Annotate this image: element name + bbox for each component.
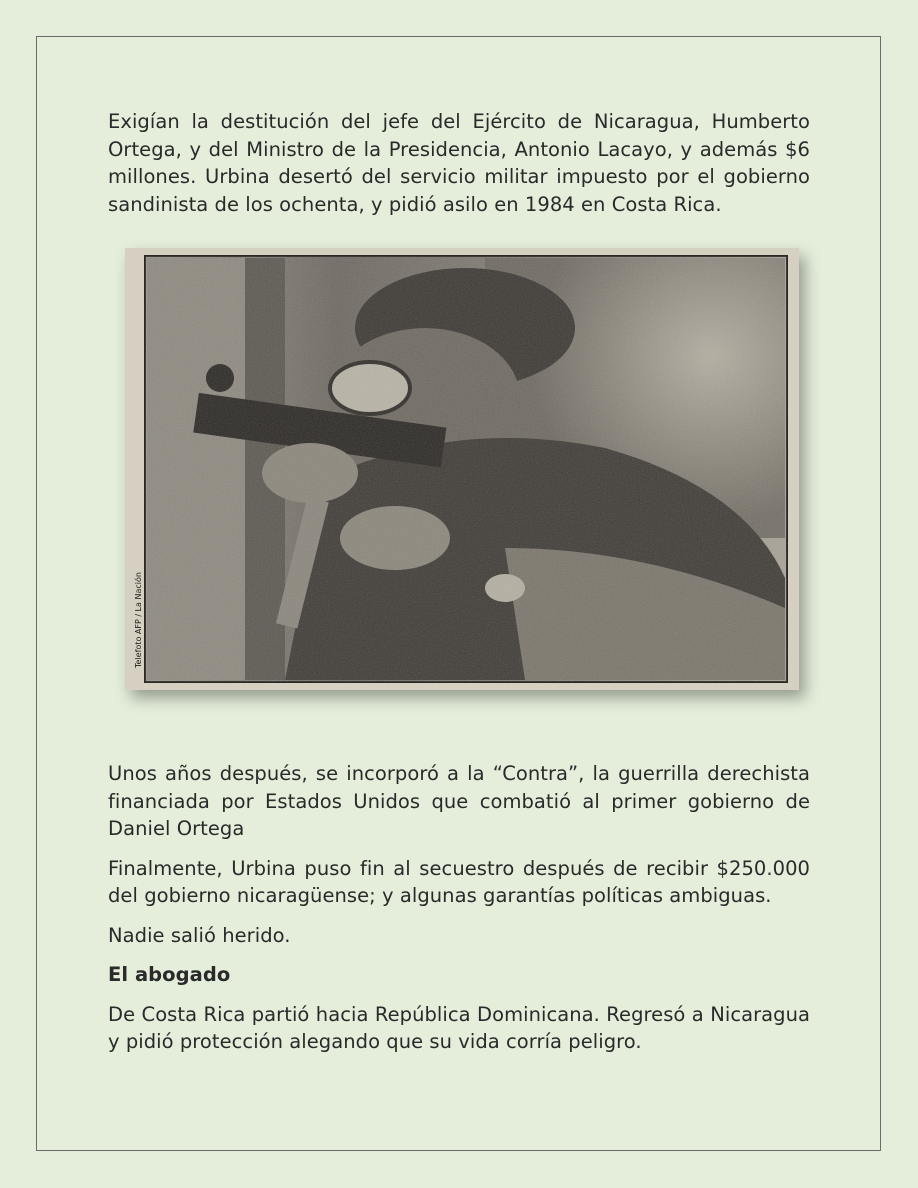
paragraph-no-injuries: Nadie salió herido. (108, 923, 291, 947)
paragraph-lawyer: De Costa Rica partió hacia República Dominicana. Regresó a Nicaragua y pidió protección alegando que su vida corría peligro. (108, 1002, 810, 1053)
document-body (108, 108, 810, 1056)
paragraph-ransom: Finalmente, Urbina puso fin al secuestro después de recibir $250.000 del gobierno nicaragüense; y algunas garantías políticas ambiguas. (108, 856, 810, 907)
paragraph-contra: Unos años después, se incorporó a la “Contra”, la guerrilla derechista financiada por Estados Unidos que combatió al primer gobierno de Daniel Ortega (108, 762, 810, 840)
section-heading: El abogado (108, 963, 231, 986)
photo-image (125, 248, 799, 690)
photo-credit: Telefoto AFP / La Nación (134, 572, 143, 668)
paragraph-demands: Exigían la destitución del jefe del Ejército de Nicaragua, Humberto Ortega, y del Ministro de la Presidencia, Antonio Lacayo, y además $6 millones. Urbina desertó del servicio militar impuesto por el gobierno sandinista de los ochenta, y pidió asilo en 1984 en Costa Rica. (108, 110, 810, 216)
newspaper-photo (125, 248, 799, 690)
